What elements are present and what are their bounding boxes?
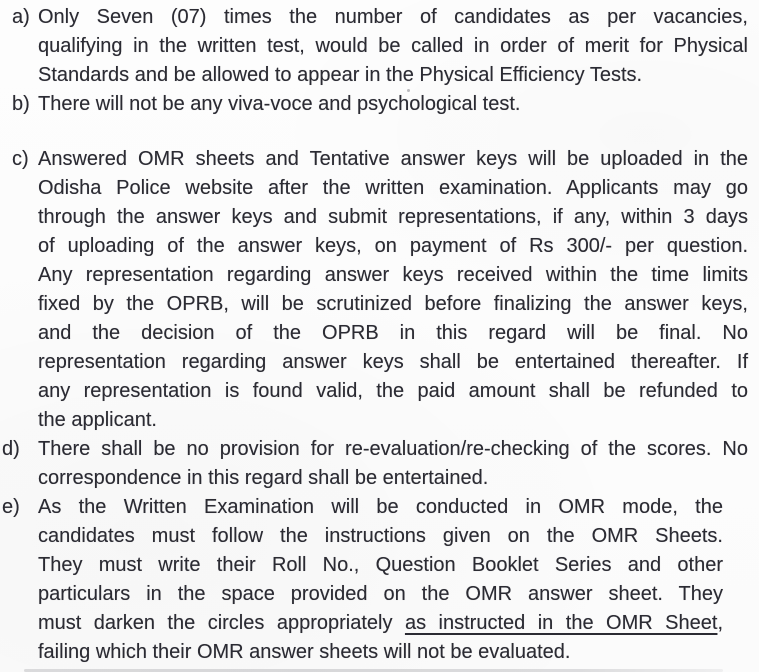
item-paragraph <box>38 493 723 667</box>
text-line <box>38 348 748 377</box>
text-line <box>38 145 748 174</box>
text-line <box>38 493 723 522</box>
text-segment: Standards and be allowed to appear in the Physical Efficiency Tests. <box>38 64 643 86</box>
text-segment: correspondence in this regard shall be entertained. <box>38 467 489 489</box>
text-segment: Only Seven (07) times the number of candidates as per vacancies, <box>38 6 748 28</box>
text-segment: representation regarding answer keys shall be entertained thereafter. If <box>38 351 748 373</box>
notice-item-a <box>0 3 759 90</box>
text-line <box>38 319 748 348</box>
text-line <box>38 174 748 203</box>
item-letter-label: e) <box>2 496 20 518</box>
text-segment: fixed by the OPRB, will be scrutinized before finalizing the answer keys, <box>38 293 748 315</box>
notice-item-d <box>0 435 759 493</box>
notice-item-b <box>0 90 759 119</box>
item-paragraph <box>38 145 748 435</box>
text-line <box>38 61 748 90</box>
text-line <box>38 377 748 406</box>
text-segment: Answered OMR sheets and Tentative answer keys will be uploaded in the <box>38 148 748 170</box>
text-segment: the applicant. <box>38 409 157 431</box>
text-line <box>38 609 723 638</box>
notice-item-c <box>0 145 759 435</box>
text-line <box>38 406 748 435</box>
text-line <box>38 261 748 290</box>
item-letter-label: c) <box>12 148 29 170</box>
text-line <box>38 638 723 667</box>
text-line <box>38 232 748 261</box>
text-line <box>38 522 723 551</box>
text-line <box>38 290 748 319</box>
text-segment: There will not be any viva-voce and psychological test. <box>38 93 521 115</box>
text-segment: , <box>717 612 723 634</box>
text-line <box>38 551 723 580</box>
text-segment: of uploading of the answer keys, on payment of Rs 300/- per question. <box>38 235 748 257</box>
text-segment: any representation is found valid, the paid amount shall be refunded to <box>38 380 748 402</box>
text-line <box>38 32 748 61</box>
text-segment: As the Written Examination will be conducted in OMR mode, the <box>38 496 723 518</box>
text-line <box>38 3 748 32</box>
text-segment: qualifying in the written test, would be called in order of merit for Physical <box>38 35 748 57</box>
item-paragraph <box>38 3 748 90</box>
item-letter-label: a) <box>12 6 30 28</box>
text-segment: candidates must follow the instructions given on the OMR Sheets. <box>38 525 723 547</box>
item-paragraph <box>38 435 748 493</box>
scan-artifact-speck <box>407 89 410 92</box>
text-line <box>38 435 748 464</box>
text-line <box>38 203 748 232</box>
item-letter-label: d) <box>2 438 20 460</box>
underlined-phrase: as instructed in the OMR Sheet <box>404 612 718 634</box>
text-segment: Any representation regarding answer keys received within the time limits <box>38 264 748 286</box>
text-line <box>38 464 748 493</box>
text-segment: failing which their OMR answer sheets will not be evaluated. <box>38 641 571 663</box>
text-line <box>38 90 748 119</box>
item-letter-label: b) <box>12 93 30 115</box>
text-segment: and the decision of the OPRB in this regard will be final. No <box>38 322 748 344</box>
text-segment: Odisha Police website after the written examination. Applicants may go <box>38 177 748 199</box>
item-paragraph <box>38 90 748 119</box>
text-segment: particulars in the space provided on the OMR answer sheet. They <box>38 583 723 605</box>
notice-item-e <box>0 493 759 667</box>
text-line <box>38 580 723 609</box>
text-segment: They must write their Roll No., Question Booklet Series and other <box>38 554 723 576</box>
notice-list <box>0 3 759 667</box>
text-segment: There shall be no provision for re-evaluation/re-checking of the scores. No <box>38 438 748 460</box>
text-segment: through the answer keys and submit representations, if any, within 3 days <box>38 206 748 228</box>
text-segment: must darken the circles appropriately <box>38 612 405 634</box>
